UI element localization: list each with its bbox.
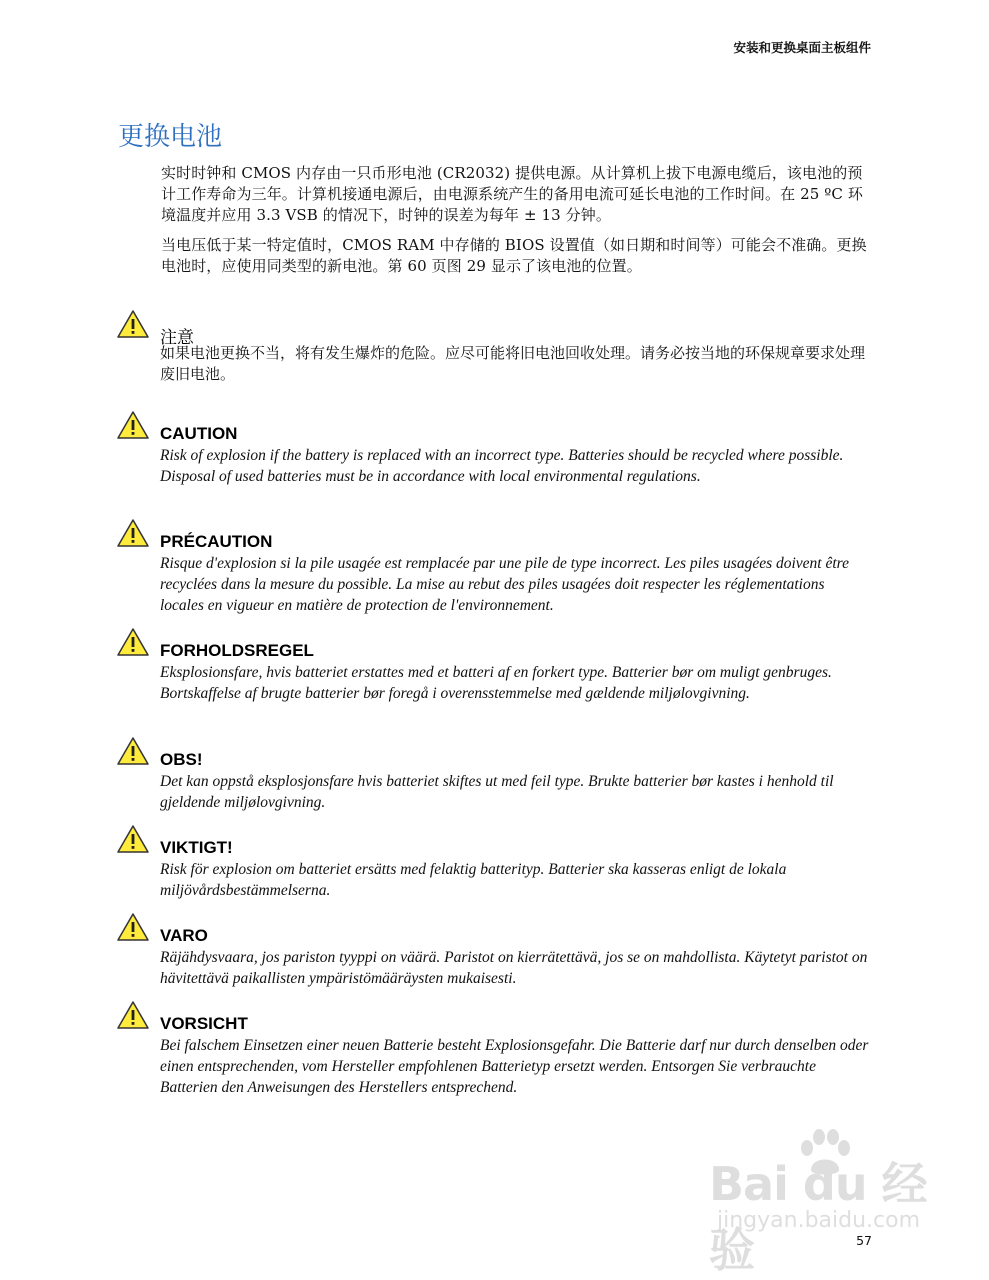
intro-paragraph-1: 实时时钟和 CMOS 内存由一只币形电池 (CR2032) 提供电源。从计算机上拔下电源电缆后，该电池的预计工作寿命为三年。计算机接通电源后，由电源系统产生的备用电流可延长电池的工作时间。在 25 ºC 环境温度并应用 3.3 VSB 的情况下，时钟的误差为每年 ± 13 分钟。 <box>161 164 863 224</box>
warning-heading: OBS! <box>160 750 203 769</box>
warning-heading: VORSICHT <box>160 1014 248 1033</box>
baidu-jingyan-watermark <box>701 1128 931 1277</box>
warning-heading: 注意 <box>160 328 194 348</box>
warning-body: Risque d'explosion si la pile usagée est remplacée par une pile de type incorrect. Les piles usagées doivent être recyclées dans la mesure du possible. La mise au rebut des piles usagées doit respecter les réglementations locales en vigueur en matière de protection de l'environnement. <box>160 555 850 614</box>
warning-heading: VIKTIGT! <box>160 838 233 857</box>
intro-paragraph-2: 当电压低于某一特定值时，CMOS RAM 中存储的 BIOS 设置值（如日期和时间等）可能会不准确。更换电池时，应使用同类型的新电池。第 60 页图 29 显示了该电池的位置。 <box>161 236 867 275</box>
warning-heading: VARO <box>160 926 208 945</box>
watermark-url: jingyan.baidu.com <box>717 1208 921 1233</box>
warning-body: Risk of explosion if the battery is replaced with an incorrect type. Batteries should be recycled where possible. Disposal of used batteries must be in accordance with local environmental regulations. <box>160 447 844 485</box>
running-header: 安装和更换桌面主板组件 <box>733 40 871 55</box>
page-title: 更换电池 <box>118 122 223 152</box>
warning-body: Det kan oppstå eksplosjonsfare hvis batteriet skiftes ut med feil type. Brukte batterier bør kastes i henhold til gjeldende miljølovgivning. <box>160 773 834 811</box>
page-number: 57 <box>856 1233 872 1248</box>
warning-body: Risk för explosion om batteriet ersätts med felaktig batterityp. Batterier ska kasseras enligt de lokala miljövårdsbestämmelserna. <box>160 861 787 899</box>
warning-triangle-icon <box>116 736 150 766</box>
warning-body: Räjähdysvaara, jos pariston tyyppi on väärä. Paristot on kierrätettävä, jos se on mahdollista. Käytetyt paristot on hävitettävä paikallisten ympäristömääräysten mukaisesti. <box>160 949 868 987</box>
warning-triangle-icon <box>116 912 150 942</box>
warning-heading: PRÉCAUTION <box>160 532 273 551</box>
warning-triangle-icon <box>116 518 150 548</box>
warning-triangle-icon <box>116 309 150 339</box>
warning-body: Bei falschem Einsetzen einer neuen Batterie besteht Explosionsgefahr. Die Batterie darf nur durch denselben oder einen entsprechenden, vom Hersteller empfohlenen Batterietyp ersetzt werden. Entsorgen Sie verbrauchte Batterien den Anweisungen des Herstellers entsprechend. <box>160 1037 869 1096</box>
warning-triangle-icon <box>116 824 150 854</box>
watermark-logo-text: Bai du 经验 <box>709 1157 927 1277</box>
warning-triangle-icon <box>116 410 150 440</box>
warning-triangle-icon <box>116 1000 150 1030</box>
intro-section <box>161 163 873 286</box>
warning-heading: FORHOLDSREGEL <box>160 641 314 660</box>
warning-heading: CAUTION <box>160 424 238 443</box>
warning-body: Eksplosionsfare, hvis batteriet erstattes med et batteri af en forkert type. Batterier bør om muligt genbruges. Bortskaffelse af brugte batterier bør foregå i overensstemmelse med gældende miljølovgivning. <box>160 664 832 702</box>
warning-body: 如果电池更换不当，将有发生爆炸的危险。应尽可能将旧电池回收处理。请务必按当地的环保规章要求处理废旧电池。 <box>160 344 866 383</box>
warning-triangle-icon <box>116 627 150 657</box>
